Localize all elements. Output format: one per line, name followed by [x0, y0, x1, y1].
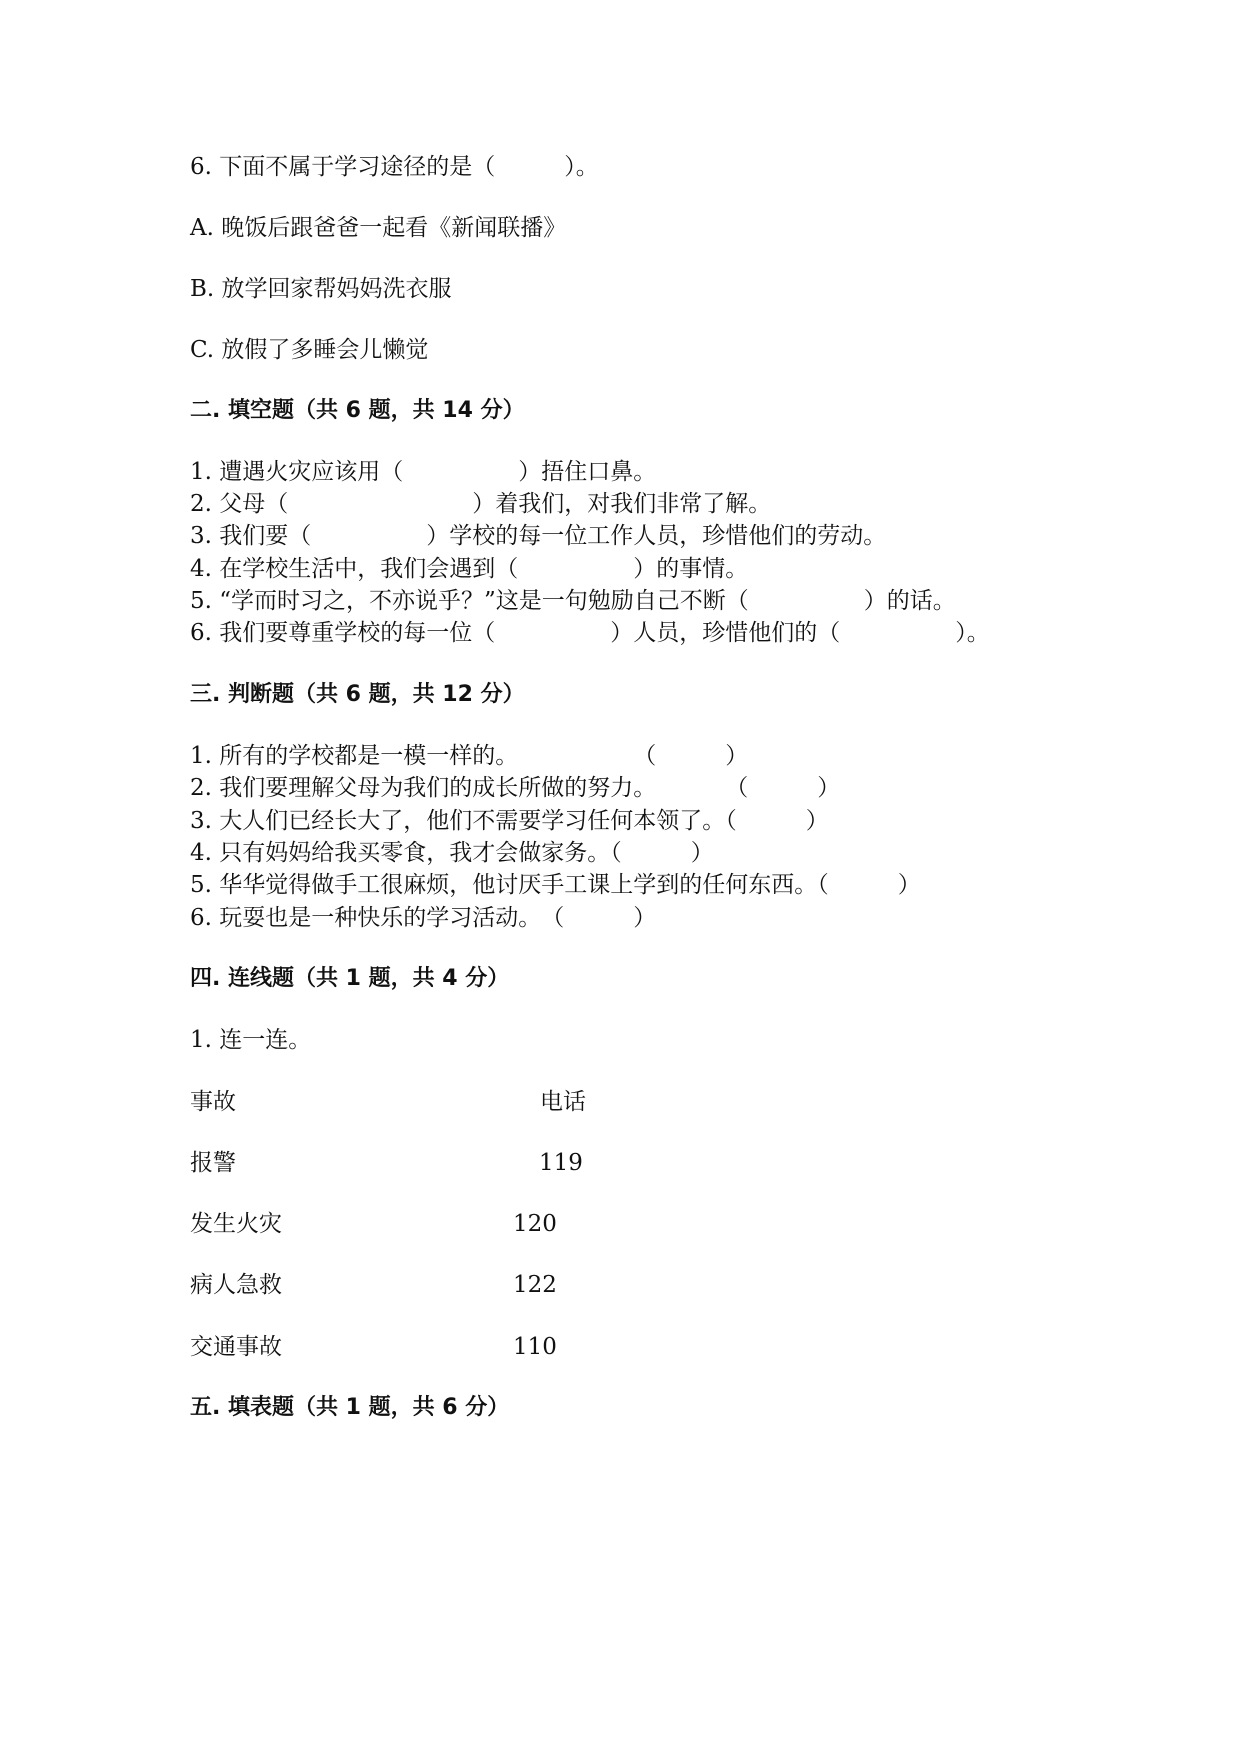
judge-item-3: 3. 大人们已经长大了，他们不需要学习任何本领了。（ ）: [190, 808, 829, 834]
fill-item-6: 6. 我们要尊重学校的每一位（ ）人员，珍惜他们的（ ）。: [190, 620, 990, 646]
match-right-item: 122: [513, 1272, 557, 1298]
match-right-item: 120: [513, 1211, 557, 1237]
match-left-header: 事故: [190, 1089, 236, 1115]
match-left-item: 发生火灾: [190, 1211, 282, 1237]
fill-item-3: 3. 我们要（ ）学校的每一位工作人员，珍惜他们的劳动。: [190, 523, 887, 549]
fill-item-2: 2. 父母（ ）着我们，对我们非常了解。: [190, 491, 772, 517]
fill-item-5: 5. “学而时习之，不亦说乎？”这是一句勉励自己不断（ ）的话。: [190, 588, 956, 614]
match-right-item: 110: [513, 1334, 557, 1360]
fill-item-1: 1. 遭遇火灾应该用（ ）捂住口鼻。: [190, 459, 657, 485]
question-6-stem: 6. 下面不属于学习途径的是（ ）。: [190, 154, 599, 180]
match-section-heading: 四. 连线题（共 1 题，共 4 分）: [190, 966, 510, 991]
question-6-option-b: B. 放学回家帮妈妈洗衣服: [190, 276, 452, 302]
table-section-heading: 五. 填表题（共 1 题，共 6 分）: [190, 1395, 510, 1420]
match-left-item: 报警: [190, 1150, 236, 1176]
judge-item-5: 5. 华华觉得做手工很麻烦，他讨厌手工课上学到的任何东西。（ ）: [190, 872, 921, 898]
judge-item-1: 1. 所有的学校都是一模一样的。 （ ）: [190, 743, 749, 769]
judge-section-heading: 三. 判断题（共 6 题，共 12 分）: [190, 682, 525, 707]
match-stem: 1. 连一连。: [190, 1027, 312, 1053]
fill-item-4: 4. 在学校生活中，我们会遇到（ ）的事情。: [190, 556, 749, 582]
match-left-item: 病人急救: [190, 1272, 282, 1298]
match-right-header: 电话: [540, 1089, 586, 1115]
judge-item-6: 6. 玩耍也是一种快乐的学习活动。 （ ）: [190, 905, 657, 931]
judge-item-4: 4. 只有妈妈给我买零食，我才会做家务。（ ）: [190, 840, 714, 866]
fill-section-heading: 二. 填空题（共 6 题，共 14 分）: [190, 398, 525, 423]
question-6-option-a: A. 晚饭后跟爸爸一起看《新闻联播》: [190, 215, 567, 241]
match-right-item: 119: [539, 1150, 583, 1176]
judge-item-2: 2. 我们要理解父母为我们的成长所做的努力。 （ ）: [190, 775, 841, 801]
question-6-option-c: C. 放假了多睡会儿懒觉: [190, 337, 429, 363]
match-left-item: 交通事故: [190, 1334, 282, 1360]
